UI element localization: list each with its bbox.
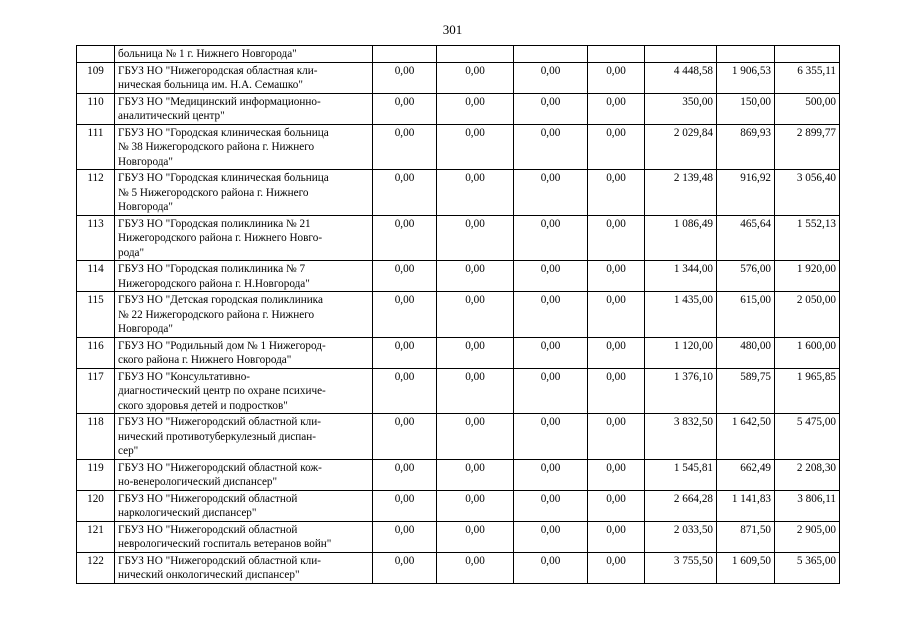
table-row	[77, 414, 840, 460]
table-row	[77, 261, 840, 292]
value-cell-c1: 0,00	[373, 93, 437, 124]
institution-name-line: Новгорода"	[118, 155, 173, 168]
value-cell-c7: 1 552,13	[775, 215, 840, 261]
institution-name-cell	[115, 368, 373, 414]
value-cell-c3: 0,00	[514, 170, 588, 216]
value-cell-c4: 0,00	[588, 521, 645, 552]
value-cell-c2: 0,00	[437, 337, 514, 368]
value-cell-c3: 0,00	[514, 261, 588, 292]
institution-name-line: Нижегородского района г. Н.Новгорода"	[118, 277, 310, 290]
value-cell-c2: 0,00	[437, 459, 514, 490]
page-number: 301	[442, 22, 463, 37]
table-row	[77, 337, 840, 368]
institution-name-line: сер"	[118, 445, 139, 457]
value-cell-c3: 0,00	[514, 215, 588, 261]
value-cell-c4: 0,00	[588, 62, 645, 93]
value-cell-c1: 0,00	[373, 337, 437, 368]
institution-name-line: аналитический центр"	[118, 110, 225, 122]
value-cell-c5: 2 033,50	[645, 521, 717, 552]
value-cell-c4: 0,00	[588, 124, 645, 170]
institution-name-line: № 5 Нижегородского района г. Нижнего	[118, 186, 309, 199]
value-cell-c4: 0,00	[588, 93, 645, 124]
value-cell-c3: 0,00	[514, 124, 588, 170]
institution-name-line: ГБУЗ НО "Консультативно-	[118, 370, 251, 383]
value-cell-c5: 3 755,50	[645, 552, 717, 583]
row-number-cell: 112	[77, 170, 115, 216]
institution-name-line: ГБУЗ НО "Детская городская поликлиника	[118, 294, 323, 306]
table-row	[77, 93, 840, 124]
institution-name-line: неврологический госпиталь ветеранов войн"	[118, 538, 332, 550]
value-cell	[717, 46, 775, 63]
value-cell-c2: 0,00	[437, 368, 514, 414]
institution-name-cell: больница № 1 г. Нижнего Новгорода"	[115, 46, 373, 63]
value-cell-c2: 0,00	[437, 292, 514, 338]
institution-name-line: нический противотуберкулезный диспан-	[118, 430, 316, 443]
institution-name-cell	[115, 62, 373, 93]
value-cell-c4: 0,00	[588, 292, 645, 338]
value-cell-c7: 6 355,11	[775, 62, 840, 93]
value-cell-c6: 869,93	[717, 124, 775, 170]
value-cell-c2: 0,00	[437, 62, 514, 93]
value-cell-c2: 0,00	[437, 261, 514, 292]
table-row	[77, 459, 840, 490]
value-cell-c4: 0,00	[588, 261, 645, 292]
table-row	[77, 124, 840, 170]
value-cell	[514, 46, 588, 63]
institution-name-line: Новгорода"	[118, 201, 173, 213]
value-cell-c5: 350,00	[645, 93, 717, 124]
institution-name-line: ГБУЗ НО "Родильный дом № 1 Нижегород-	[118, 339, 326, 352]
value-cell-c3: 0,00	[514, 521, 588, 552]
value-cell-c3: 0,00	[514, 337, 588, 368]
institution-name-cell	[115, 93, 373, 124]
value-cell-c1: 0,00	[373, 261, 437, 292]
value-cell-c5: 3 832,50	[645, 414, 717, 460]
value-cell-c7: 2 050,00	[775, 292, 840, 338]
table-row	[77, 368, 840, 414]
institution-name-cell	[115, 292, 373, 338]
institution-name-line: ГБУЗ НО "Городская клиническая больница	[118, 126, 329, 139]
row-number-cell: 119	[77, 459, 115, 490]
table-row	[77, 552, 840, 583]
value-cell-c4: 0,00	[588, 170, 645, 216]
value-cell-c1: 0,00	[373, 170, 437, 216]
value-cell-c1: 0,00	[373, 521, 437, 552]
value-cell-c2: 0,00	[437, 124, 514, 170]
institution-name-line: нический онкологический диспансер"	[118, 569, 300, 581]
value-cell-c2: 0,00	[437, 93, 514, 124]
institution-name-line: ГБУЗ НО "Нижегородский областной	[118, 523, 298, 536]
value-cell-c3: 0,00	[514, 292, 588, 338]
value-cell-c2: 0,00	[437, 215, 514, 261]
value-cell-c7: 2 905,00	[775, 521, 840, 552]
institution-name-line: ГБУЗ НО "Городская поликлиника № 21	[118, 217, 311, 230]
value-cell-c2: 0,00	[437, 414, 514, 460]
value-cell-c1: 0,00	[373, 368, 437, 414]
value-cell	[775, 46, 840, 63]
value-cell-c7: 3 056,40	[775, 170, 840, 216]
value-cell-c4: 0,00	[588, 414, 645, 460]
value-cell-c1: 0,00	[373, 215, 437, 261]
value-cell-c4: 0,00	[588, 490, 645, 521]
value-cell-c6: 576,00	[717, 261, 775, 292]
institution-name-line: рода"	[118, 246, 145, 259]
row-number-cell: 113	[77, 215, 115, 261]
institution-name-cell	[115, 521, 373, 552]
value-cell-c7: 1 965,85	[775, 368, 840, 414]
value-cell	[373, 46, 437, 63]
institution-name-line: ского района г. Нижнего Новгорода"	[118, 354, 292, 366]
value-cell-c6: 662,49	[717, 459, 775, 490]
row-number-cell: 118	[77, 414, 115, 460]
row-number-cell: 117	[77, 368, 115, 414]
value-cell-c4: 0,00	[588, 459, 645, 490]
value-cell-c7: 1 600,00	[775, 337, 840, 368]
institution-name-cell	[115, 337, 373, 368]
institution-name-line: но-венерологический диспансер"	[118, 476, 278, 488]
value-cell-c4: 0,00	[588, 337, 645, 368]
value-cell-c6: 1 609,50	[717, 552, 775, 583]
value-cell-c5: 1 376,10	[645, 368, 717, 414]
value-cell-c6: 589,75	[717, 368, 775, 414]
row-number-cell: 115	[77, 292, 115, 338]
institution-name-line: ГБУЗ НО "Городская поликлиника № 7	[118, 263, 306, 275]
value-cell-c1: 0,00	[373, 62, 437, 93]
value-cell-c1: 0,00	[373, 292, 437, 338]
table-row	[77, 521, 840, 552]
institution-name-cell	[115, 459, 373, 490]
row-number-cell	[77, 46, 115, 63]
value-cell-c7: 500,00	[775, 93, 840, 124]
value-cell-c7: 5 475,00	[775, 414, 840, 460]
value-cell-c4: 0,00	[588, 215, 645, 261]
value-cell	[645, 46, 717, 63]
institution-name-line: ГБУЗ НО "Нижегородский областной кли-	[118, 554, 321, 567]
value-cell-c3: 0,00	[514, 368, 588, 414]
institution-name-line: № 38 Нижегородского района г. Нижнего	[118, 141, 315, 153]
value-cell-c6: 615,00	[717, 292, 775, 338]
institution-name-cell	[115, 215, 373, 261]
value-cell-c6: 916,92	[717, 170, 775, 216]
value-cell-c3: 0,00	[514, 459, 588, 490]
value-cell-c4: 0,00	[588, 368, 645, 414]
institution-name-line: Нижегородского района г. Нижнего Новго-	[118, 232, 323, 244]
table-row	[77, 170, 840, 216]
institution-name-line: наркологический диспансер"	[118, 507, 257, 519]
value-cell-c7: 3 806,11	[775, 490, 840, 521]
row-number-cell: 109	[77, 62, 115, 93]
institution-name-cell	[115, 490, 373, 521]
value-cell-c4: 0,00	[588, 552, 645, 583]
institution-name-line: № 22 Нижегородского района г. Нижнего	[118, 308, 315, 321]
table-body	[77, 46, 840, 584]
value-cell	[437, 46, 514, 63]
table-row-continuation	[77, 46, 840, 63]
value-cell-c7: 2 208,30	[775, 459, 840, 490]
value-cell-c5: 1 086,49	[645, 215, 717, 261]
institution-name-cell	[115, 261, 373, 292]
value-cell-c1: 0,00	[373, 414, 437, 460]
value-cell-c3: 0,00	[514, 490, 588, 521]
value-cell-c6: 1 642,50	[717, 414, 775, 460]
row-number-cell: 110	[77, 93, 115, 124]
row-number-cell: 120	[77, 490, 115, 521]
row-number-cell: 114	[77, 261, 115, 292]
row-number-cell: 111	[77, 124, 115, 170]
institution-name-line: ническая больница им. Н.А. Семашко"	[118, 79, 303, 91]
value-cell-c1: 0,00	[373, 459, 437, 490]
value-cell-c3: 0,00	[514, 93, 588, 124]
value-cell-c5: 2 664,28	[645, 490, 717, 521]
institution-name-cell	[115, 170, 373, 216]
institution-name-line: Новгорода"	[118, 323, 173, 335]
institution-name-cell	[115, 552, 373, 583]
row-number-cell: 122	[77, 552, 115, 583]
value-cell-c7: 5 365,00	[775, 552, 840, 583]
institution-name-line: ГБУЗ НО "Медицинский информационно-	[118, 95, 321, 108]
institution-name-line: ГБУЗ НО "Нижегородский областной	[118, 492, 298, 505]
value-cell-c2: 0,00	[437, 552, 514, 583]
table-row	[77, 62, 840, 93]
value-cell-c6: 465,64	[717, 215, 775, 261]
institution-name-line: диагностический центр по охране психиче-	[118, 385, 326, 397]
row-number-cell: 121	[77, 521, 115, 552]
institution-name-line: ГБУЗ НО "Городская клиническая больница	[118, 172, 329, 184]
value-cell-c1: 0,00	[373, 552, 437, 583]
value-cell-c5: 1 545,81	[645, 459, 717, 490]
table-row	[77, 215, 840, 261]
value-cell-c2: 0,00	[437, 490, 514, 521]
institution-name-line: ского здоровья детей и подростков"	[118, 399, 288, 412]
value-cell-c7: 2 899,77	[775, 124, 840, 170]
table-row	[77, 292, 840, 338]
value-cell-c5: 2 139,48	[645, 170, 717, 216]
value-cell-c3: 0,00	[514, 62, 588, 93]
value-cell-c6: 1 141,83	[717, 490, 775, 521]
row-number-cell: 116	[77, 337, 115, 368]
value-cell-c6: 480,00	[717, 337, 775, 368]
table-row	[77, 490, 840, 521]
institution-name-line: ГБУЗ НО "Нижегородский областной кли-	[118, 416, 321, 428]
value-cell-c2: 0,00	[437, 521, 514, 552]
funding-table	[76, 45, 840, 584]
value-cell-c5: 4 448,58	[645, 62, 717, 93]
value-cell-c2: 0,00	[437, 170, 514, 216]
value-cell-c3: 0,00	[514, 552, 588, 583]
institution-name-cell	[115, 124, 373, 170]
value-cell-c6: 871,50	[717, 521, 775, 552]
value-cell-c6: 1 906,53	[717, 62, 775, 93]
institution-name-cell	[115, 414, 373, 460]
value-cell-c5: 1 344,00	[645, 261, 717, 292]
value-cell-c5: 1 120,00	[645, 337, 717, 368]
value-cell-c5: 1 435,00	[645, 292, 717, 338]
value-cell-c6: 150,00	[717, 93, 775, 124]
value-cell-c7: 1 920,00	[775, 261, 840, 292]
institution-name-line: ГБУЗ НО "Нижегородская областная кли-	[118, 64, 318, 77]
institution-name-line: ГБУЗ НО "Нижегородский областной кож-	[118, 461, 322, 474]
value-cell-c1: 0,00	[373, 490, 437, 521]
value-cell-c1: 0,00	[373, 124, 437, 170]
value-cell-c3: 0,00	[514, 414, 588, 460]
value-cell-c5: 2 029,84	[645, 124, 717, 170]
value-cell	[588, 46, 645, 63]
